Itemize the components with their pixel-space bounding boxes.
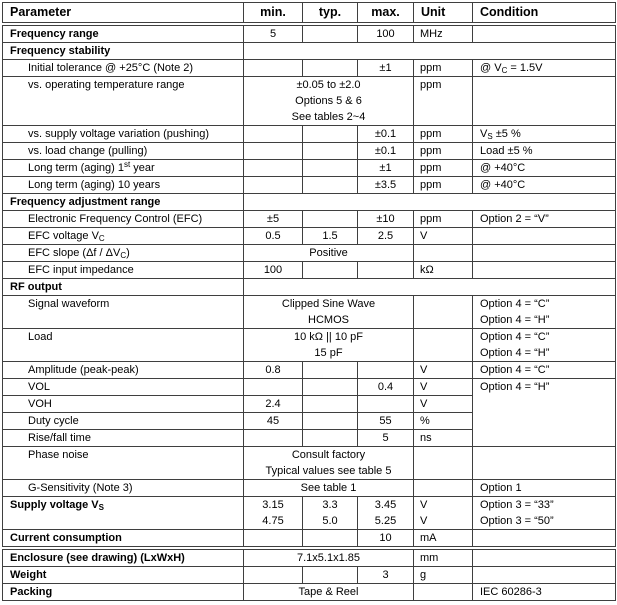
frequency-range-max-cell: 100	[358, 24, 414, 43]
voh-min-cell: 2.4	[244, 396, 303, 413]
vs-supply-voltage-variation-unit-cell: ppm	[414, 126, 473, 143]
frequency-range-typ-cell	[303, 24, 358, 43]
efc-input-impedance-param-cell: EFC input impedance	[3, 262, 244, 279]
vs-supply-voltage-variation-param-cell: vs. supply voltage variation (pushing)	[3, 126, 244, 143]
load-row	[3, 329, 616, 362]
phase-noise-unit-cell	[414, 447, 473, 480]
vs-operating-temperature-range-param-cell: vs. operating temperature range	[3, 77, 244, 126]
vs-operating-temperature-range-condition-cell	[473, 77, 616, 126]
frequency-adjustment-range-merged-cell	[244, 194, 616, 211]
table-header-row	[3, 3, 616, 25]
vol-unit-cell: V	[414, 379, 473, 396]
amplitude-peak-peak-condition-cell: Option 4 = “C”	[473, 362, 616, 379]
duty-cycle-param-cell: Duty cycle	[3, 413, 244, 430]
current-consumption-unit-cell: mA	[414, 530, 473, 549]
electronic-frequency-control-condition-cell: Option 2 = “V”	[473, 211, 616, 228]
frequency-range-unit-cell: MHz	[414, 24, 473, 43]
vs-supply-voltage-variation-min-cell	[244, 126, 303, 143]
vol-row	[3, 379, 616, 396]
column-header-condition: Condition	[473, 3, 616, 25]
current-consumption-row	[3, 530, 616, 549]
efc-voltage-param-cell: EFC voltage $V_C$	[3, 228, 244, 245]
frequency-stability-param-cell: Frequency stability	[3, 43, 244, 60]
supply-voltage-typ-cell: 3.3 5.0	[303, 497, 358, 530]
vs-supply-voltage-variation-row	[3, 126, 616, 143]
initial-tolerance-max-cell: ±1	[358, 60, 414, 77]
long-term-aging-first-year-typ-cell	[303, 160, 358, 177]
amplitude-peak-peak-row	[3, 362, 616, 379]
column-header-max: max.	[358, 3, 414, 25]
weight-param-cell: Weight	[3, 567, 244, 584]
long-term-aging-10-years-condition-cell: @ +40°C	[473, 177, 616, 194]
efc-voltage-max-cell: 2.5	[358, 228, 414, 245]
vs-load-change-row	[3, 143, 616, 160]
frequency-stability-row	[3, 43, 616, 60]
supply-voltage-unit-cell: V V	[414, 497, 473, 530]
packing-row	[3, 584, 616, 601]
voh-unit-cell: V	[414, 396, 473, 413]
vs-supply-voltage-variation-max-cell: ±0.1	[358, 126, 414, 143]
amplitude-peak-peak-max-cell	[358, 362, 414, 379]
frequency-range-min-cell: 5	[244, 24, 303, 43]
electronic-frequency-control-unit-cell: ppm	[414, 211, 473, 228]
current-consumption-min-cell	[244, 530, 303, 549]
rise-fall-time-param-cell: Rise/fall time	[3, 430, 244, 447]
rise-fall-time-typ-cell	[303, 430, 358, 447]
phase-noise-param-cell: Phase noise	[3, 447, 244, 480]
current-consumption-param-cell: Current consumption	[3, 530, 244, 549]
packing-param-cell: Packing	[3, 584, 244, 601]
initial-tolerance-unit-cell: ppm	[414, 60, 473, 77]
efc-voltage-condition-cell	[473, 228, 616, 245]
amplitude-peak-peak-min-cell: 0.8	[244, 362, 303, 379]
rf-output-merged-cell	[244, 279, 616, 296]
electronic-frequency-control-param-cell: Electronic Frequency Control (EFC)	[3, 211, 244, 228]
vs-operating-temperature-range-minmax-span-cell: ±0.05 to ±2.0 Options 5 & 6 See tables 2~4	[244, 77, 414, 126]
phase-noise-row	[3, 447, 616, 480]
enclosure-row	[3, 548, 616, 567]
initial-tolerance-row	[3, 60, 616, 77]
signal-waveform-unit-cell	[414, 296, 473, 329]
amplitude-peak-peak-param-cell: Amplitude (peak-peak)	[3, 362, 244, 379]
load-unit-cell	[414, 329, 473, 362]
duty-cycle-min-cell: 45	[244, 413, 303, 430]
supply-voltage-row	[3, 497, 616, 530]
duty-cycle-max-cell: 55	[358, 413, 414, 430]
long-term-aging-10-years-typ-cell	[303, 177, 358, 194]
supply-voltage-param-cell: Supply voltage $V_S$	[3, 497, 244, 530]
column-header-parameter: Parameter	[3, 3, 244, 25]
phase-noise-minmax-span-cell: Consult factory Typical values see table 5	[244, 447, 414, 480]
spec-table-body	[3, 24, 616, 601]
g-sensitivity-condition-cell: Option 1	[473, 480, 616, 497]
packing-minmax-span-cell: Tape & Reel	[244, 584, 414, 601]
signal-waveform-minmax-span-cell: Clipped Sine Wave HCMOS	[244, 296, 414, 329]
vs-load-change-max-cell: ±0.1	[358, 143, 414, 160]
frequency-adjustment-range-param-cell: Frequency adjustment range	[3, 194, 244, 211]
vs-load-change-param-cell: vs. load change (pulling)	[3, 143, 244, 160]
electronic-frequency-control-row	[3, 211, 616, 228]
weight-condition-cell	[473, 567, 616, 584]
amplitude-peak-peak-unit-cell: V	[414, 362, 473, 379]
load-condition-cell: Option 4 = “C” Option 4 = “H”	[473, 329, 616, 362]
vs-load-change-condition-cell: Load ±5 %	[473, 143, 616, 160]
vs-load-change-typ-cell	[303, 143, 358, 160]
enclosure-param-cell: Enclosure (see drawing) (LxWxH)	[3, 548, 244, 567]
enclosure-minmax-span-cell: 7.1x5.1x1.85	[244, 548, 414, 567]
efc-slope-row	[3, 245, 616, 262]
efc-voltage-row	[3, 228, 616, 245]
signal-waveform-condition-cell: Option 4 = “C” Option 4 = “H”	[473, 296, 616, 329]
vol-max-cell: 0.4	[358, 379, 414, 396]
frequency-range-row	[3, 24, 616, 43]
supply-voltage-max-cell: 3.45 5.25	[358, 497, 414, 530]
efc-input-impedance-max-cell	[358, 262, 414, 279]
duty-cycle-typ-cell	[303, 413, 358, 430]
amplitude-peak-peak-typ-cell	[303, 362, 358, 379]
long-term-aging-first-year-param-cell: Long term (aging) 1st year	[3, 160, 244, 177]
long-term-aging-10-years-max-cell: ±3.5	[358, 177, 414, 194]
phase-noise-condition-cell	[473, 447, 616, 480]
efc-voltage-min-cell: 0.5	[244, 228, 303, 245]
rf-output-param-cell: RF output	[3, 279, 244, 296]
frequency-range-condition-cell	[473, 24, 616, 43]
efc-voltage-unit-cell: V	[414, 228, 473, 245]
electronic-frequency-control-min-cell: ±5	[244, 211, 303, 228]
vol-min-cell	[244, 379, 303, 396]
weight-typ-cell	[303, 567, 358, 584]
current-consumption-max-cell: 10	[358, 530, 414, 549]
voh-param-cell: VOH	[3, 396, 244, 413]
signal-waveform-param-cell: Signal waveform	[3, 296, 244, 329]
long-term-aging-10-years-min-cell	[244, 177, 303, 194]
long-term-aging-first-year-row	[3, 160, 616, 177]
column-header-typ: typ.	[303, 3, 358, 25]
supply-voltage-min-cell: 3.15 4.75	[244, 497, 303, 530]
weight-min-cell	[244, 567, 303, 584]
signal-waveform-row	[3, 296, 616, 329]
long-term-aging-10-years-unit-cell: ppm	[414, 177, 473, 194]
weight-max-cell: 3	[358, 567, 414, 584]
efc-voltage-typ-cell: 1.5	[303, 228, 358, 245]
packing-condition-cell: IEC 60286-3	[473, 584, 616, 601]
electronic-frequency-control-max-cell: ±10	[358, 211, 414, 228]
vs-supply-voltage-variation-condition-cell: $V_S \pm 5$ %	[473, 126, 616, 143]
long-term-aging-first-year-unit-cell: ppm	[414, 160, 473, 177]
efc-slope-minmax-span-cell: Positive	[244, 245, 414, 262]
long-term-aging-first-year-min-cell	[244, 160, 303, 177]
load-param-cell: Load	[3, 329, 244, 362]
long-term-aging-first-year-max-cell: ±1	[358, 160, 414, 177]
vs-load-change-min-cell	[244, 143, 303, 160]
efc-slope-condition-cell	[473, 245, 616, 262]
long-term-aging-first-year-condition-cell: @ +40°C	[473, 160, 616, 177]
vol-typ-cell	[303, 379, 358, 396]
vs-operating-temperature-range-row	[3, 77, 616, 126]
packing-unit-cell	[414, 584, 473, 601]
enclosure-condition-cell	[473, 548, 616, 567]
vs-load-change-unit-cell: ppm	[414, 143, 473, 160]
rf-output-row	[3, 279, 616, 296]
g-sensitivity-minmax-span-cell: See table 1	[244, 480, 414, 497]
current-consumption-typ-cell	[303, 530, 358, 549]
duty-cycle-unit-cell: %	[414, 413, 473, 430]
efc-input-impedance-row	[3, 262, 616, 279]
electronic-frequency-control-typ-cell	[303, 211, 358, 228]
initial-tolerance-min-cell	[244, 60, 303, 77]
g-sensitivity-unit-cell	[414, 480, 473, 497]
long-term-aging-10-years-row	[3, 177, 616, 194]
weight-unit-cell: g	[414, 567, 473, 584]
initial-tolerance-condition-cell: @ $V_C = 1.5V$	[473, 60, 616, 77]
enclosure-unit-cell: mm	[414, 548, 473, 567]
current-consumption-condition-cell	[473, 530, 616, 549]
frequency-range-param-cell: Frequency range	[3, 24, 244, 43]
efc-input-impedance-typ-cell	[303, 262, 358, 279]
rise-fall-time-max-cell: 5	[358, 430, 414, 447]
voh-max-cell	[358, 396, 414, 413]
frequency-stability-merged-cell	[244, 43, 616, 60]
frequency-adjustment-range-row	[3, 194, 616, 211]
column-header-min: min.	[244, 3, 303, 25]
efc-slope-param-cell: EFC slope $(\Delta f / \Delta V_C)$	[3, 245, 244, 262]
voh-typ-cell	[303, 396, 358, 413]
initial-tolerance-param-cell: Initial tolerance @ +25°C (Note 2)	[3, 60, 244, 77]
weight-row	[3, 567, 616, 584]
load-minmax-span-cell: 10 kΩ || 10 pF 15 pF	[244, 329, 414, 362]
g-sensitivity-param-cell: G-Sensitivity (Note 3)	[3, 480, 244, 497]
rise-fall-time-unit-cell: ns	[414, 430, 473, 447]
vol-param-cell: VOL	[3, 379, 244, 396]
efc-input-impedance-min-cell: 100	[244, 262, 303, 279]
long-term-aging-10-years-param-cell: Long term (aging) 10 years	[3, 177, 244, 194]
supply-voltage-condition-cell: Option 3 = “33” Option 3 = “50”	[473, 497, 616, 530]
efc-slope-unit-cell	[414, 245, 473, 262]
vol-condition-cell: Option 4 = “H”	[473, 379, 616, 447]
efc-input-impedance-unit-cell: kΩ	[414, 262, 473, 279]
rise-fall-time-min-cell	[244, 430, 303, 447]
spec-table	[2, 2, 616, 601]
vs-supply-voltage-variation-typ-cell	[303, 126, 358, 143]
g-sensitivity-row	[3, 480, 616, 497]
column-header-unit: Unit	[414, 3, 473, 25]
efc-input-impedance-condition-cell	[473, 262, 616, 279]
initial-tolerance-typ-cell	[303, 60, 358, 77]
vs-operating-temperature-range-unit-cell: ppm	[414, 77, 473, 126]
